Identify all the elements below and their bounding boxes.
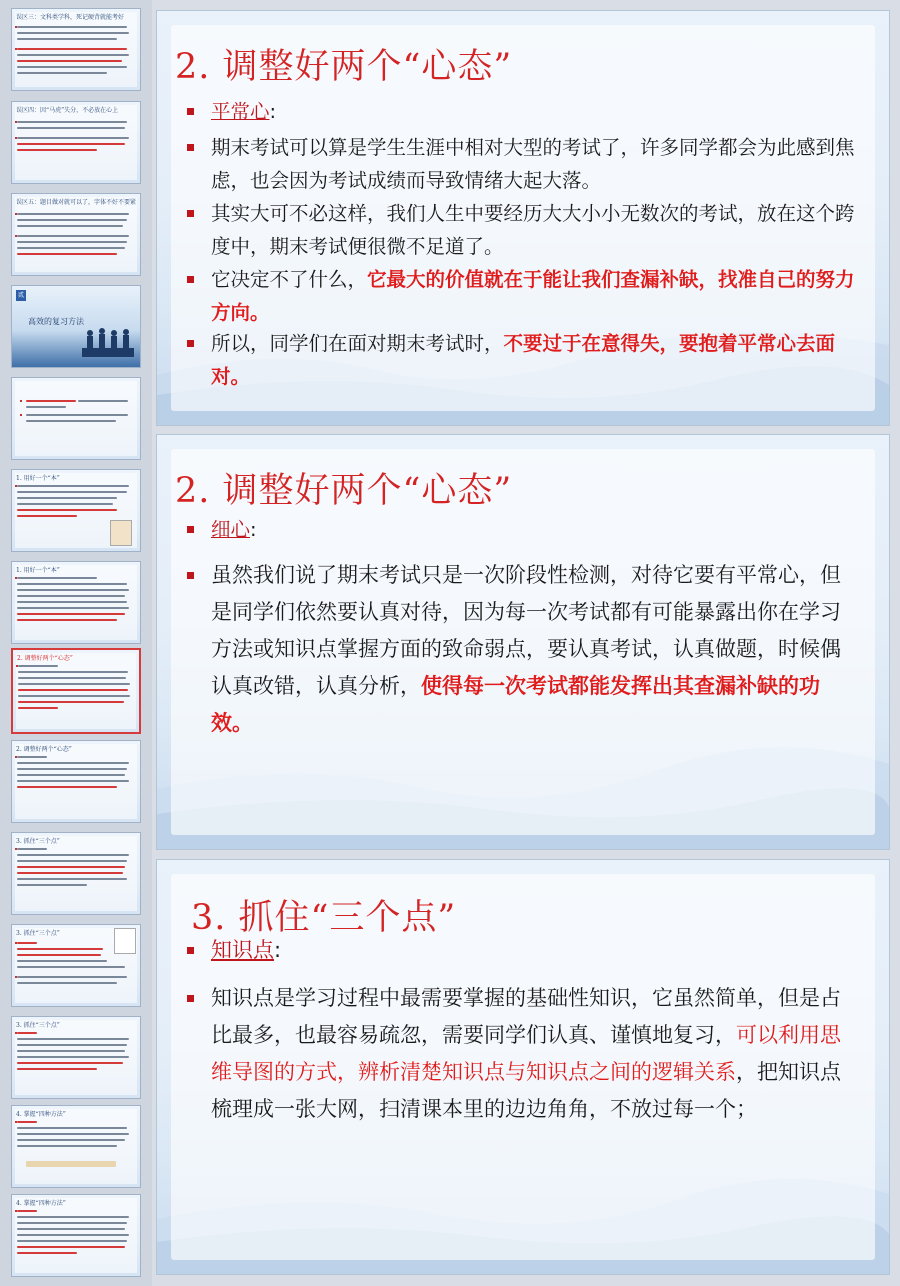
text-line [17, 143, 125, 145]
text-line [17, 1127, 127, 1129]
bullet-emphasis: 它最大的价值就在于能让我们查漏补缺，找准自己的努力方向。 [211, 268, 855, 324]
bullet-text: 知识点是学习过程中最需要掌握的基础性知识，它虽然简单，但是占比最多，也最容易疏忽，需要同学们认真、谨慎地复习， [211, 986, 841, 1047]
text-line [17, 1228, 125, 1230]
text-line [17, 613, 125, 615]
text-line [17, 872, 123, 874]
text-line [17, 60, 122, 62]
text-line [17, 515, 77, 517]
text-line [17, 137, 129, 139]
text-line [17, 762, 129, 764]
text-line [26, 420, 116, 422]
text-line [17, 884, 87, 886]
subheading: 平常心 [211, 100, 270, 123]
bullet-item [187, 263, 859, 329]
text-line [17, 1234, 129, 1236]
text-line [78, 400, 128, 402]
bullet-item [187, 131, 859, 197]
thumbnail-title: 3. 抓住“三个点” [16, 930, 60, 937]
text-line [17, 485, 129, 487]
text-line [17, 241, 127, 243]
text-line [18, 683, 130, 685]
text-line [17, 982, 117, 984]
text-line [17, 1222, 127, 1224]
text-line [17, 235, 129, 237]
thumbnail-title: 误区三：文科类学科，死记硬背就能考好 [16, 14, 125, 21]
subheading: 细心 [211, 518, 251, 541]
slide-title: 3. 抓住“三个点” [191, 898, 457, 938]
text-line [17, 960, 107, 962]
text-line [17, 1032, 37, 1034]
text-line [17, 72, 107, 74]
slide-calm-mind[interactable] [156, 10, 890, 426]
text-line [17, 219, 127, 221]
text-line [17, 774, 125, 776]
text-line [17, 1133, 129, 1135]
bullet-text: 它决定不了什么， [211, 268, 368, 291]
text-line [17, 768, 127, 770]
subheading-row [187, 513, 859, 546]
text-line [17, 607, 129, 609]
bullet-square-icon [187, 340, 194, 347]
slide-thumbnail-8-selected[interactable] [11, 648, 141, 734]
slide-thumbnail-11[interactable] [11, 924, 141, 1007]
cartoon-figure-icon [114, 928, 136, 954]
text-line [17, 786, 117, 788]
slide-thumbnail-5[interactable] [11, 377, 141, 460]
thumbnail-title: 1. 用好一个“本” [16, 567, 60, 574]
text-line [18, 695, 130, 697]
text-line [18, 677, 126, 679]
text-line [17, 1056, 129, 1058]
bullet-mark [20, 400, 22, 402]
slide-view-area[interactable] [152, 0, 900, 1286]
bullet-text: 期末考试可以算是学生生涯中相对大型的考试了，许多同学都会为此感到焦虑，也会因为考试成绩而导致情绪大起大落。 [211, 136, 855, 192]
text-line [17, 577, 97, 579]
text-line [17, 942, 37, 944]
text-line [17, 38, 117, 40]
text-line [17, 1139, 125, 1141]
bullet-square-icon [187, 144, 194, 151]
section-badge: 贰 [17, 292, 24, 299]
text-line [17, 601, 127, 603]
text-line [18, 689, 128, 691]
text-line [17, 860, 127, 862]
text-line [17, 583, 127, 585]
bullet-item [187, 557, 859, 742]
slide-thumbnail-10[interactable] [11, 832, 141, 915]
subheading-row [187, 95, 859, 128]
thumbnail-title: 3. 抓住“三个点” [16, 1022, 60, 1029]
notebook-illustration-icon [110, 520, 132, 546]
text-line [17, 966, 125, 968]
text-line [17, 589, 129, 591]
text-line [17, 1252, 77, 1254]
subheading-colon: : [274, 938, 282, 962]
text-line [17, 1240, 127, 1242]
thumbnail-title: 4. 掌握“四种方法” [16, 1200, 66, 1207]
text-line [17, 854, 129, 856]
text-line [17, 976, 127, 978]
slide-thumbnail-3[interactable] [11, 193, 141, 276]
text-line [17, 948, 103, 950]
text-line [17, 509, 117, 511]
text-line [17, 780, 129, 782]
thumbnail-title: 误区五：题目做对就可以了，字体不好不要紧 [16, 199, 136, 206]
text-line [17, 213, 129, 215]
bullet-square-icon [187, 210, 194, 217]
thumbnail-title: 2. 调整好两个“心态” [17, 655, 73, 662]
text-line [17, 1121, 37, 1123]
slide-knowledge-points[interactable] [156, 859, 890, 1275]
slide-thumbnail-13[interactable] [11, 1105, 141, 1188]
bullet-text: 其实大可不必这样，我们人生中要经历大大小小无数次的考试，放在这个跨度中，期末考试便很微不足道了。 [211, 202, 855, 258]
text-line [17, 848, 47, 850]
text-line [18, 665, 58, 667]
text-line [17, 1038, 129, 1040]
bullet-emphasis: 使得每一次考试都能发挥出其查漏补缺的功效。 [211, 674, 820, 735]
slide-thumbnail-1[interactable] [11, 8, 141, 91]
text-line [17, 225, 123, 227]
text-line [26, 400, 76, 402]
text-line [17, 491, 127, 493]
text-line [17, 54, 129, 56]
bullet-emphasis: 可以利用思维导图的方式，辨析清楚知识点与知识点之间的逻辑关系 [211, 1023, 841, 1084]
text-line [17, 878, 127, 880]
text-line [17, 26, 127, 28]
slide-thumbnail-panel[interactable] [0, 0, 152, 1286]
text-line [17, 1216, 129, 1218]
bullet-square-icon [187, 947, 194, 954]
text-line [17, 1210, 37, 1212]
text-line [17, 866, 125, 868]
text-line [17, 1145, 117, 1147]
text-line [17, 48, 127, 50]
slide-thumbnail-6[interactable] [11, 469, 141, 552]
text-line [17, 954, 101, 956]
text-line [18, 671, 128, 673]
slide-title: 2. 调整好两个“心态” [175, 471, 513, 511]
bullet-square-icon [187, 526, 194, 533]
subheading-colon: : [250, 518, 257, 541]
text-line [17, 1044, 127, 1046]
bullet-square-icon [187, 572, 194, 579]
people-silhouette-icon [82, 327, 134, 357]
slide-thumbnail-14[interactable] [11, 1194, 141, 1277]
text-line [17, 503, 113, 505]
bullet-mark [20, 414, 22, 416]
text-line [17, 247, 125, 249]
text-line [26, 406, 66, 408]
bullet-text-tail: ，把知识点梳理成一张大网，扫清课本里的边边角角，不放过每一个； [211, 1060, 841, 1121]
slide-title: 2. 调整好两个“心态” [175, 47, 513, 87]
text-line [17, 66, 127, 68]
text-line [17, 619, 117, 621]
text-line [17, 1246, 125, 1248]
bullet-text: 所以，同学们在面对期末考试时， [211, 332, 504, 355]
text-line [17, 1062, 123, 1064]
thumbnail-title: 2. 调整好两个“心态” [16, 746, 72, 753]
slide-thumbnail-4[interactable] [11, 285, 141, 368]
text-line [17, 595, 125, 597]
thumbnail-title: 1. 用好一个“本” [16, 475, 60, 482]
thumbnail-title: 误区四：因“马虎”失分，不必放在心上 [16, 107, 119, 114]
bullet-square-icon [187, 995, 194, 1002]
text-line [17, 497, 117, 499]
text-line [18, 701, 124, 703]
text-line [18, 707, 58, 709]
text-line [17, 127, 125, 129]
text-line [17, 32, 129, 34]
text-line [17, 1068, 97, 1070]
bullet-square-icon [187, 108, 194, 115]
text-line [17, 1050, 125, 1052]
subheading-colon: : [269, 100, 277, 123]
thumbnail-body [15, 381, 137, 456]
slide-thumbnail-9[interactable] [11, 740, 141, 823]
slide-thumbnail-2[interactable] [11, 101, 141, 184]
text-line [17, 149, 97, 151]
illustration-strip [26, 1161, 116, 1167]
bullet-square-icon [187, 276, 194, 283]
bullet-item [187, 197, 859, 263]
bullet-text: 虽然我们说了期末考试只是一次阶段性检测，对待它要有平常心，但是同学们依然要认真对待，因为每一次考试都有可能暴露出你在学习方法或知识点掌握方面的致命弱点，要认真考试，认真做题，时候偶认真改错，认真分析， [211, 563, 841, 698]
text-line [17, 756, 47, 758]
subheading-row [187, 934, 859, 967]
bullet-item [187, 980, 859, 1128]
thumbnail-title: 4. 掌握“四种方法” [16, 1111, 66, 1118]
text-line [17, 253, 117, 255]
text-line [26, 414, 128, 416]
text-line [17, 121, 127, 123]
subheading: 知识点 [211, 938, 274, 962]
thumbnail-title: 高效的复习方法 [28, 317, 84, 326]
bullet-emphasis: 不要过于在意得失，要抱着平常心去面对。 [211, 332, 836, 388]
slide-thumbnail-12[interactable] [11, 1016, 141, 1099]
slide-thumbnail-7[interactable] [11, 561, 141, 644]
slide-carefulness[interactable] [156, 434, 890, 850]
thumbnail-title: 3. 抓住“三个点” [16, 838, 60, 845]
bullet-item [187, 327, 859, 393]
